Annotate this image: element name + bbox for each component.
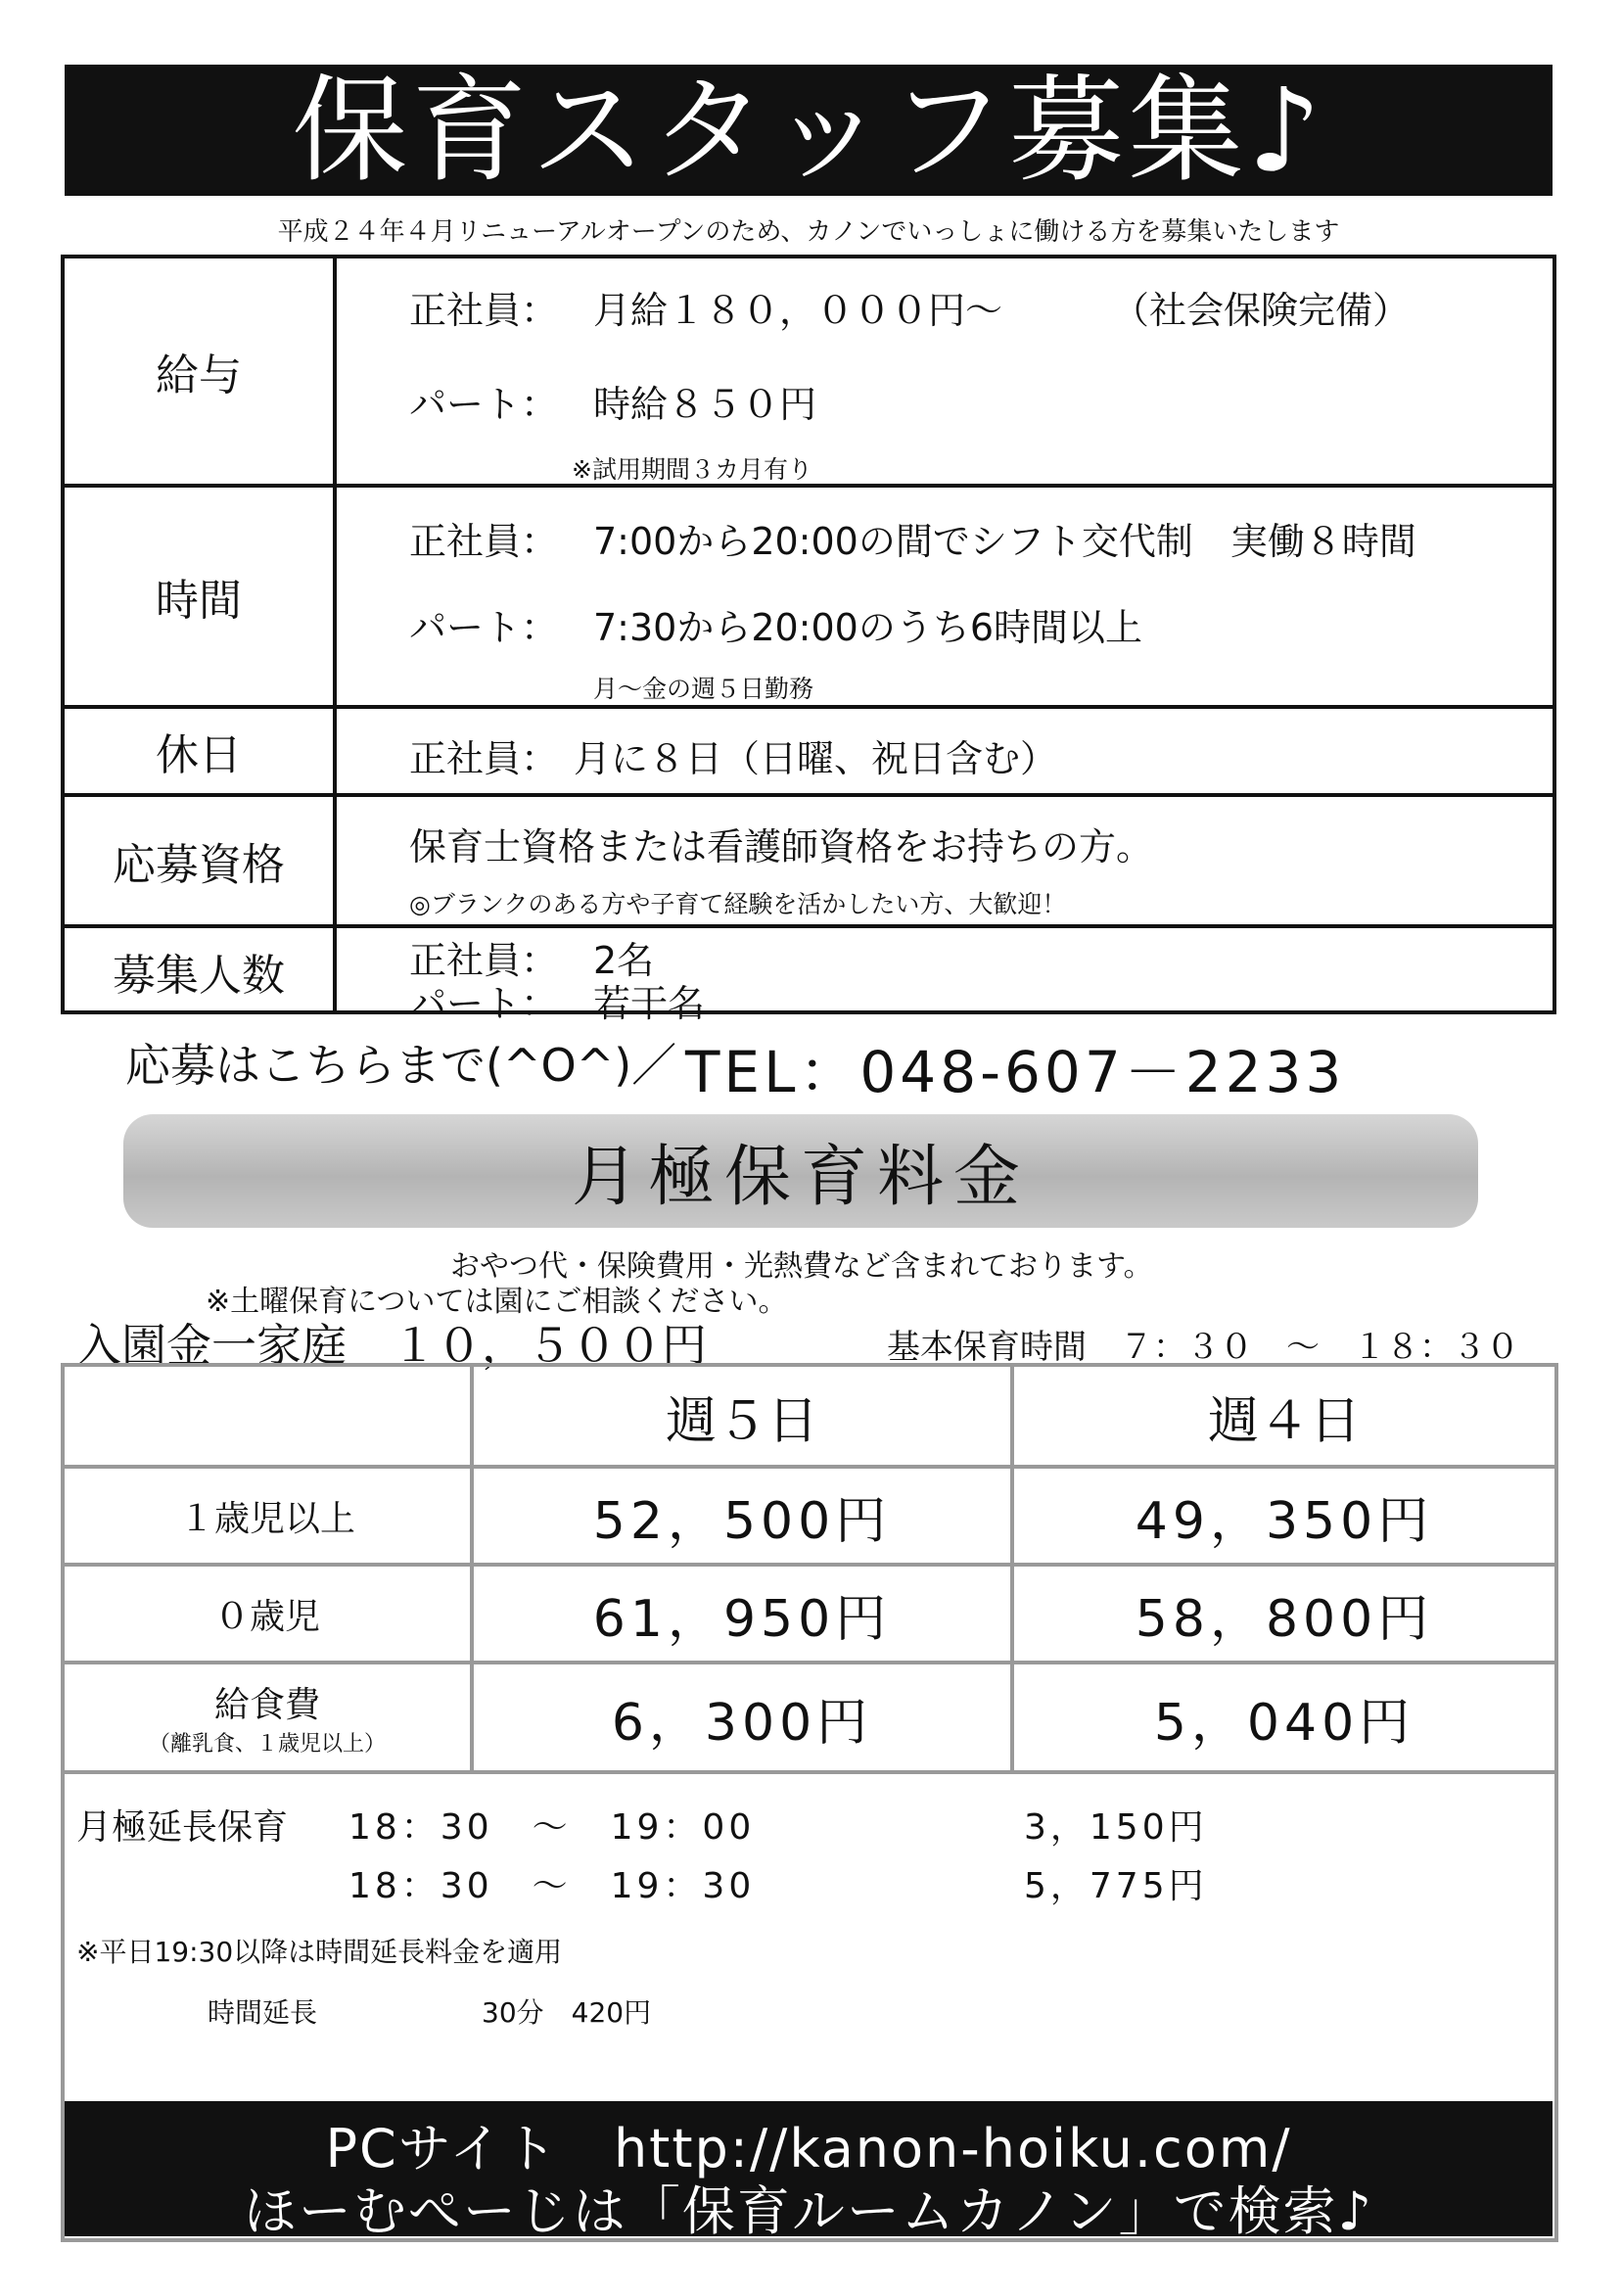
table-row-label [65,1664,470,1770]
col-header-4days-label: 週４日 [1207,1391,1361,1451]
fee-banner [123,1114,1478,1228]
hours-note: 月～金の週５日勤務 [593,675,814,703]
salary-row [65,258,1553,488]
hours-fulltime-value: 7:00から20:00の間でシフト交代制 実働８時間 [593,520,1416,563]
hourly-extension-label: 時間延長 [208,1996,318,2029]
holidays-label: 休日 [65,709,337,793]
hours-label: 時間 [65,488,337,705]
fee-note-saturday: ※土曜保育については園にご相談ください。 [206,1285,788,1319]
openings-parttime-role: パート： [409,982,559,1025]
fee-note-included: おやつ代・保険費用・光熱費など含まれております。 [450,1249,1153,1284]
table-cell [474,1664,1010,1770]
salary-label: 給与 [65,258,337,484]
salary-parttime-role: パート： [409,383,559,426]
col-header-5days [474,1367,1010,1465]
table-cell [1014,1664,1554,1770]
col-header-5days-label: 週５日 [665,1391,818,1451]
row-label-meal: 給食費 [213,1685,320,1725]
openings-row [65,928,1553,1025]
fee-1yr-4days: 49，350円 [1135,1491,1434,1551]
hours-parttime-value: 7:30から20:00のうち6時間以上 [593,606,1143,649]
openings-parttime-value: 若干名 [593,982,706,1025]
footer-website[interactable]: PCサイト http://kanon-hoiku.com/ [325,2118,1292,2179]
table-cell [1014,1567,1554,1661]
entrance-fee: 入園金一家庭 １０，５００円 [76,1319,707,1372]
qualification-row [65,797,1553,928]
salary-fulltime-role: 正社員： [409,289,559,332]
openings-label: 募集人数 [65,928,337,1014]
title-banner [65,65,1553,196]
extension-price-2: 5，775円 [1024,1866,1208,1906]
salary-fulltime-extra: （社会保険完備） [1112,289,1411,332]
qualification-note: ◎ブランクのある方や子育て経験を活かしたい方、大歓迎！ [409,890,1067,918]
contact-tel[interactable]: TEL：048-607－2233 [685,1039,1346,1105]
extension-price-1: 3，150円 [1024,1807,1208,1848]
table-cell [474,1567,1010,1661]
qualification-label: 応募資格 [65,797,337,924]
holidays-row [65,709,1553,797]
extension-label: 月極延長保育 [76,1807,289,1848]
salary-parttime-value: 時給８５０円 [593,383,817,426]
openings-fulltime-value: 2名 [593,939,655,982]
table-row-label [65,1469,470,1563]
row-sublabel-meal: （離乳食、１歳児以上） [148,1732,386,1757]
fee-0yr-5days: 61，950円 [592,1589,892,1649]
qualification-text: 保育士資格または看護師資格をお持ちの方。 [409,825,1154,868]
openings-fulltime-role: 正社員： [409,939,559,982]
col-header-4days [1014,1367,1554,1465]
fee-1yr-5days: 52，500円 [592,1491,892,1551]
hours-parttime-role: パート： [409,606,559,649]
table-cell [1014,1469,1554,1563]
hours-row [65,488,1553,709]
contact-text: 応募はこちらまで(^O^)／ [125,1039,677,1092]
row-label-1yr: １歳児以上 [178,1498,355,1539]
salary-note: ※試用期間３カ月有り [572,455,812,484]
table-row-label [65,1567,470,1661]
footer-search-hint: ほーむぺーじは「保育ルームカノン」で検索♪ [243,2180,1374,2242]
extension-time-1: 18：30 ～ 19：00 [348,1807,756,1848]
footer-banner [65,2101,1553,2242]
fee-meal-4days: 5，040円 [1153,1693,1415,1753]
extension-time-2: 18：30 ～ 19：30 [348,1866,756,1906]
hourly-extension-value: 30分 420円 [482,1996,652,2029]
extension-note: ※平日19:30以降は時間延長料金を適用 [76,1936,563,1968]
holidays-fulltime-value: 月に８日（日曜、祝日含む） [574,737,1058,780]
recruitment-table [61,255,1556,1025]
row-label-0yr: ０歳児 [213,1596,320,1637]
fee-title: 月極保育料金 [571,1138,1030,1216]
basic-hours: 基本保育時間 ７：３０ ～ １８：３０ [887,1328,1519,1367]
page-subtitle: 平成２４年４月リニューアルオープンのため、カノンでいっしょに働ける方を募集いたします [277,217,1340,247]
fee-meal-5days: 6，300円 [611,1693,873,1753]
table-cell [474,1469,1010,1563]
holidays-fulltime-role: 正社員： [409,737,559,780]
salary-fulltime-value: 月給１８０，０００円～ [593,289,1003,332]
page-title: 保育スタッフ募集♪ [292,63,1325,198]
fee-table [61,1363,1558,1774]
hours-fulltime-role: 正社員： [409,520,559,563]
fee-0yr-4days: 58，800円 [1135,1589,1434,1649]
